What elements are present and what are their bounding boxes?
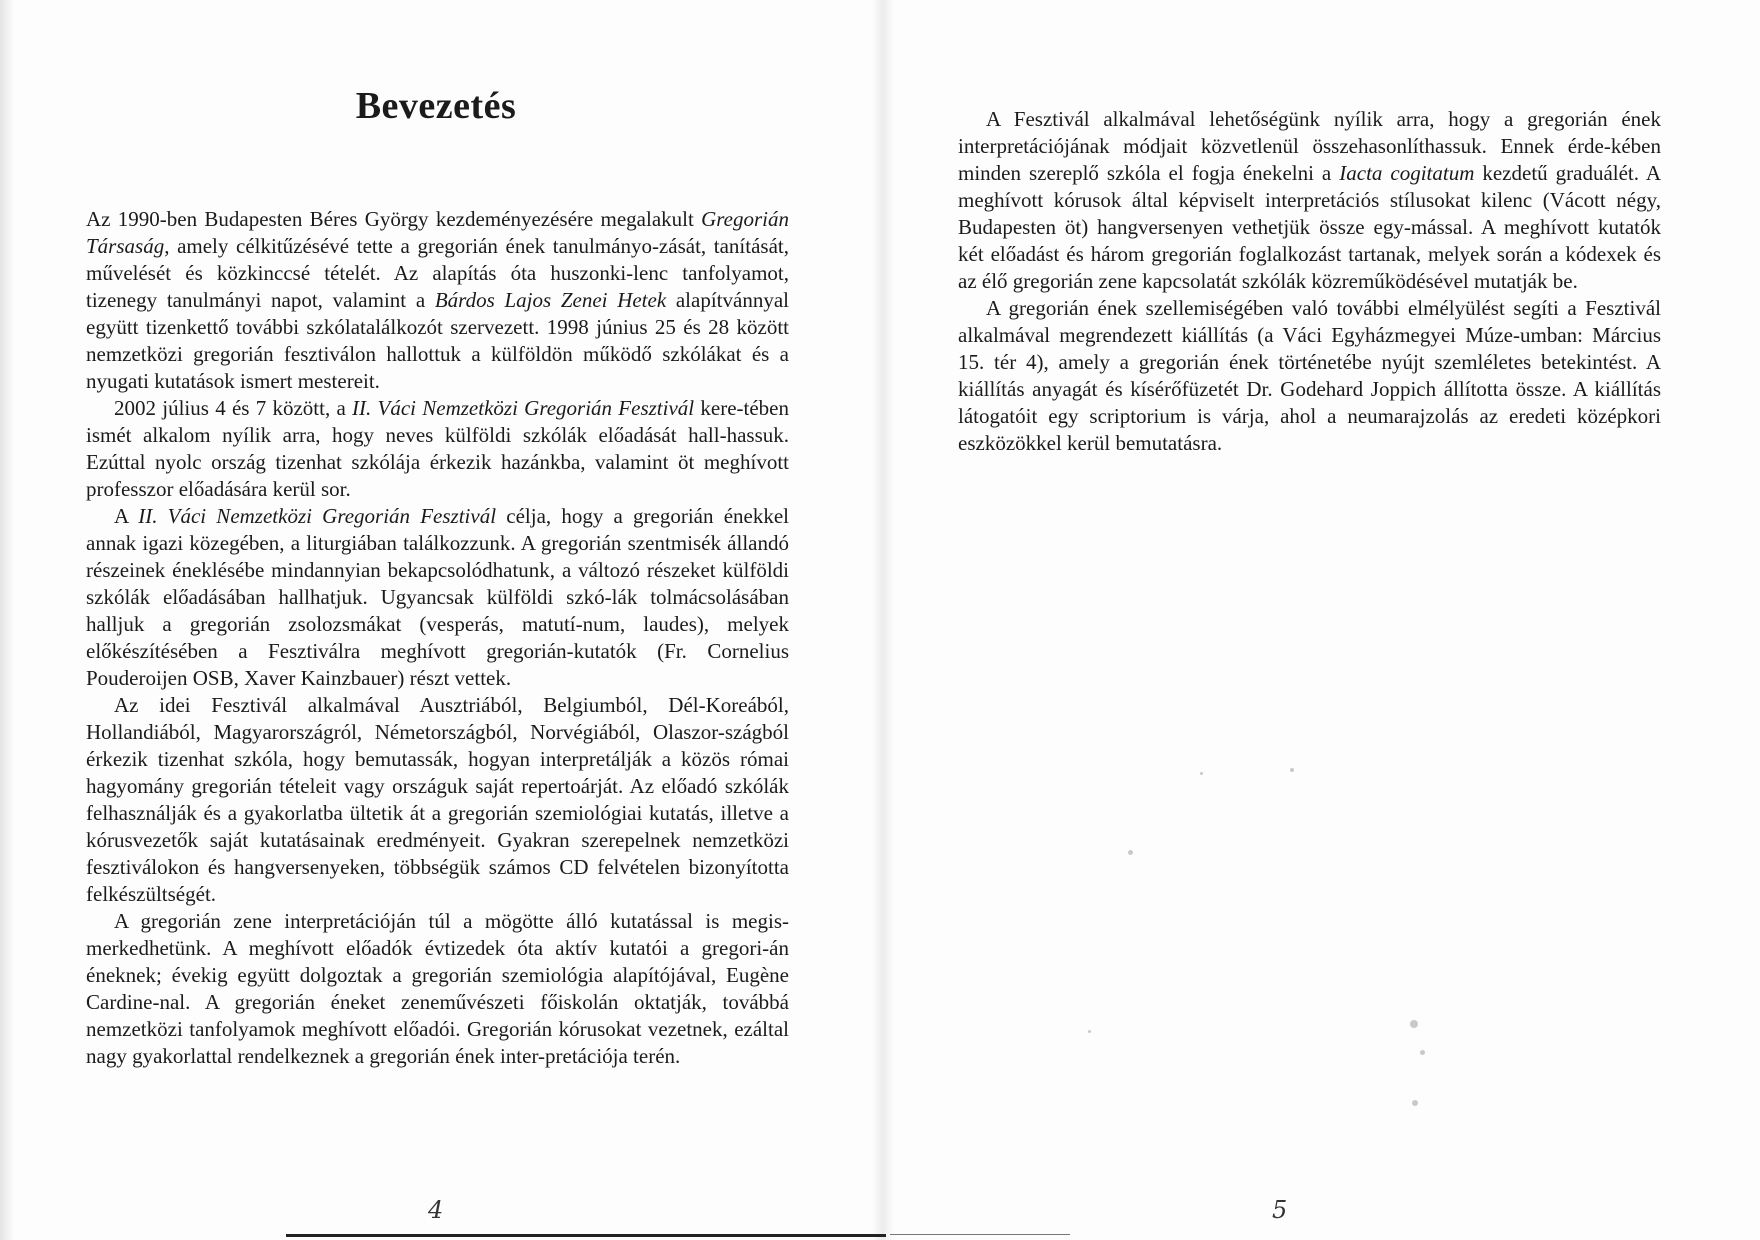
- text-run: , amely célkitűzésévé tette a gregorián ének tanulmányo-zását, tanítását, művelését és közkinccsé tételét. Az alapítás óta huszonki-lenc tanfolyamot, tizenegy tanulmányi napot, valamint a: [86, 234, 789, 312]
- italic-title-run: Gregorián Társaság: [86, 207, 789, 258]
- text-run: Az idei Fesztivál alkalmával Ausztriából, Belgiumból, Dél-Koreából, Hollandiából, Magyarországról, Németországból, Norvégiából, Olaszor-szágból érkezik tizenhat szkóla, hogy bemutassák, hogyan interpretálják a közös római hagyomány gregorián tételeit vagy országuk saját repertoárját. Az előadó szkólák felhasználják és a gyakorlatba ültetik át a gregorián szemiológiai kutatás, illetve a kórusvezetők saját kutatásainak eredményeit. Gyakran szerepelnek nemzetközi fesztiválokon és hangversenyeken, többségük számos CD felvételen bizonyította felkészültségét.: [86, 693, 789, 906]
- scan-speck: [1200, 772, 1203, 775]
- scan-speck: [1088, 1030, 1091, 1033]
- paragraph: [958, 106, 1661, 295]
- text-run: célja, hogy a gregorián énekkel annak igazi közegében, a liturgiában találkozzunk. A gregorián szentmisék állandó részeinek éneklésébe mindannyian bekapcsolódhatunk, a változó részeket külföldi szkólák előadásában hallhatjuk. Ugyancsak külföldi szkó-lák tolmácsolásában halljuk a gregorián zsolozsmákat (vesperás, matutí-num, laudes), melyek előkészítésében a Fesztiválra meghívott gregorián-kutatók (Fr. Cornelius Pouderoijen OSB, Xaver Kainzbauer) részt vettek.: [86, 504, 789, 690]
- scan-speck: [1412, 1100, 1418, 1106]
- paragraph: [86, 908, 789, 1070]
- page-number-left: 4: [428, 1196, 444, 1224]
- italic-title-run: II. Váci Nemzetközi Gregorián Fesztivál: [138, 504, 497, 528]
- text-run: A: [114, 504, 139, 528]
- scan-speck: [1420, 1050, 1425, 1055]
- right-page-body: [958, 106, 1661, 457]
- text-run: A gregorián zene interpretációján túl a mögötte álló kutatással is megis-merkedhetünk. A meghívott előadók évtizedek óta aktív kutatói a gregori-án éneknek; évekig együtt dolgoztak a gregorián szemiológia alapítójával, Eugène Cardine-nal. A gregorián éneket zeneművészeti főiskolán oktatják, továbbá nemzetközi tanfolyamok meghívott előadói. Gregorián kórusokat vezetnek, ezáltal nagy gyakorlattal rendelkeznek a gregorián ének inter-pretációja terén.: [86, 909, 789, 1068]
- paragraph: [86, 206, 789, 395]
- page-number-right: 5: [1272, 1196, 1288, 1224]
- scan-speck: [1128, 850, 1133, 855]
- text-run: A gregorián ének szellemiségében való további elmélyülést segíti a Fesztivál alkalmával megrendezett kiállítás (a Váci Egyházmegyei Múze-umban: Március 15. tér 4), amely a gregorián ének történetébe nyújt szemléletes betekintést. A kiállítás anyagát és kísérőfüzetét Dr. Godehard Joppich állította össze. A kiállítás látogatóit egy scriptorium is várja, ahol a neumarajzolás az eredeti középkori eszközökkel kerül bemutatásra.: [958, 296, 1661, 455]
- bottom-edge-line: [286, 1234, 886, 1237]
- paragraph: [86, 503, 789, 692]
- italic-title-run: II. Váci Nemzetközi Gregorián Fesztivál: [352, 396, 695, 420]
- italic-title-run: Bárdos Lajos Zenei Hetek: [434, 288, 667, 312]
- italic-title-run: Iacta cogitatum: [1339, 161, 1475, 185]
- right-page: [890, 0, 1760, 1240]
- paragraph: [86, 692, 789, 908]
- scan-speck: [1410, 1020, 1418, 1028]
- left-page-body: [86, 206, 789, 1070]
- text-run: A Fesztivál alkalmával lehetőségünk nyílik arra, hogy a gregorián ének interpretációjának módjait közvetlenül összehasonlíthassuk. Ennek érde-kében minden szereplő szkóla el fogja énekelni a: [958, 107, 1661, 185]
- paragraph: [958, 295, 1661, 457]
- text-run: 2002 július 4 és 7 között, a: [114, 396, 353, 420]
- page-title: Bevezetés: [355, 85, 517, 127]
- text-run: kezdetű graduálét. A meghívott kórusok által képviselt interpretációs stílusokat kilenc (Vácott négy, Budapesten öt) hangversenyen vethetjük össze egy-mással. A meghívott kutatók két előadást és három gregorián foglalkozást tartanak, melyek során a kódexek és az élő gregorián zene kapcsolatát szkólák közreműködésével mutatják be.: [958, 161, 1662, 293]
- bottom-edge-line-right: [890, 1234, 1070, 1235]
- text-run: Az 1990-ben Budapesten Béres György kezdeményezésére megalakult: [86, 207, 702, 231]
- scan-speck: [1290, 768, 1294, 772]
- text-run: kere-tében ismét alkalom nyílik arra, hogy neves külföldi szkólák előadását hall-hassuk. Ezúttal nyolc ország tizenhat szkólája érkezik hazánkba, valamint öt meghívott professzor előadására kerül sor.: [86, 396, 790, 501]
- text-run: alapítvánnyal együtt tizenkettő további szkólatalálkozót szervezett. 1998 június 25 és 28 között nemzetközi gregorián fesztiválon hallottuk a külföldön működő szkólákat és a nyugati kutatások ismert mestereit.: [86, 288, 789, 393]
- paragraph: [86, 395, 789, 503]
